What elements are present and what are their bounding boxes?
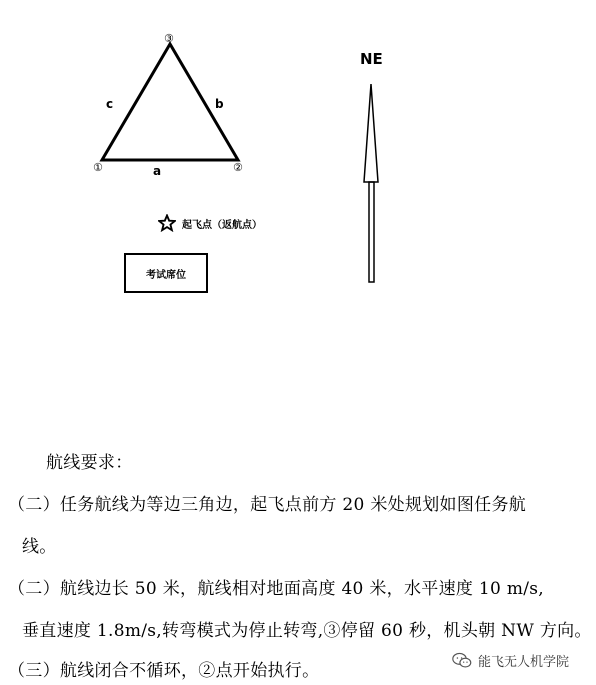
star-icon xyxy=(158,214,176,232)
exam-seat-label: 考试席位 xyxy=(146,269,186,281)
requirement-line-4: 垂直速度 1.8m/s,转弯模式为停止转弯,③停留 60 秒，机头朝 NW 方向。 xyxy=(22,621,592,641)
vertex-2-label: ② xyxy=(233,161,243,174)
watermark-text: 能飞无人机学院 xyxy=(478,655,570,670)
side-b-label: b xyxy=(215,97,224,111)
watermark xyxy=(452,651,569,670)
side-c-label: c xyxy=(106,97,114,111)
route-diagram xyxy=(0,0,596,310)
requirement-line-1: （二）任务航线为等边三角边，起飞点前方 20 米处规划如图任务航 xyxy=(8,495,527,515)
route-diagram-svg xyxy=(0,0,596,310)
direction-label: NE xyxy=(360,50,383,68)
requirements-heading: 航线要求： xyxy=(46,453,133,473)
exam-seat-box xyxy=(124,253,208,293)
vertex-3-label: ③ xyxy=(164,32,174,45)
takeoff-label: 起飞点（返航点） xyxy=(182,219,262,231)
vertex-1-label: ① xyxy=(93,161,103,174)
side-a-label: a xyxy=(153,164,162,178)
requirement-line-5: （三）航线闭合不循环，②点开始执行。 xyxy=(8,661,320,681)
wechat-icon xyxy=(452,652,472,669)
takeoff-point xyxy=(158,214,262,232)
direction-arrow xyxy=(364,84,378,282)
requirement-line-3: （二）航线边长 50 米，航线相对地面高度 40 米，水平速度 10 m/s, xyxy=(8,579,544,599)
requirement-line-2: 线。 xyxy=(22,537,57,557)
